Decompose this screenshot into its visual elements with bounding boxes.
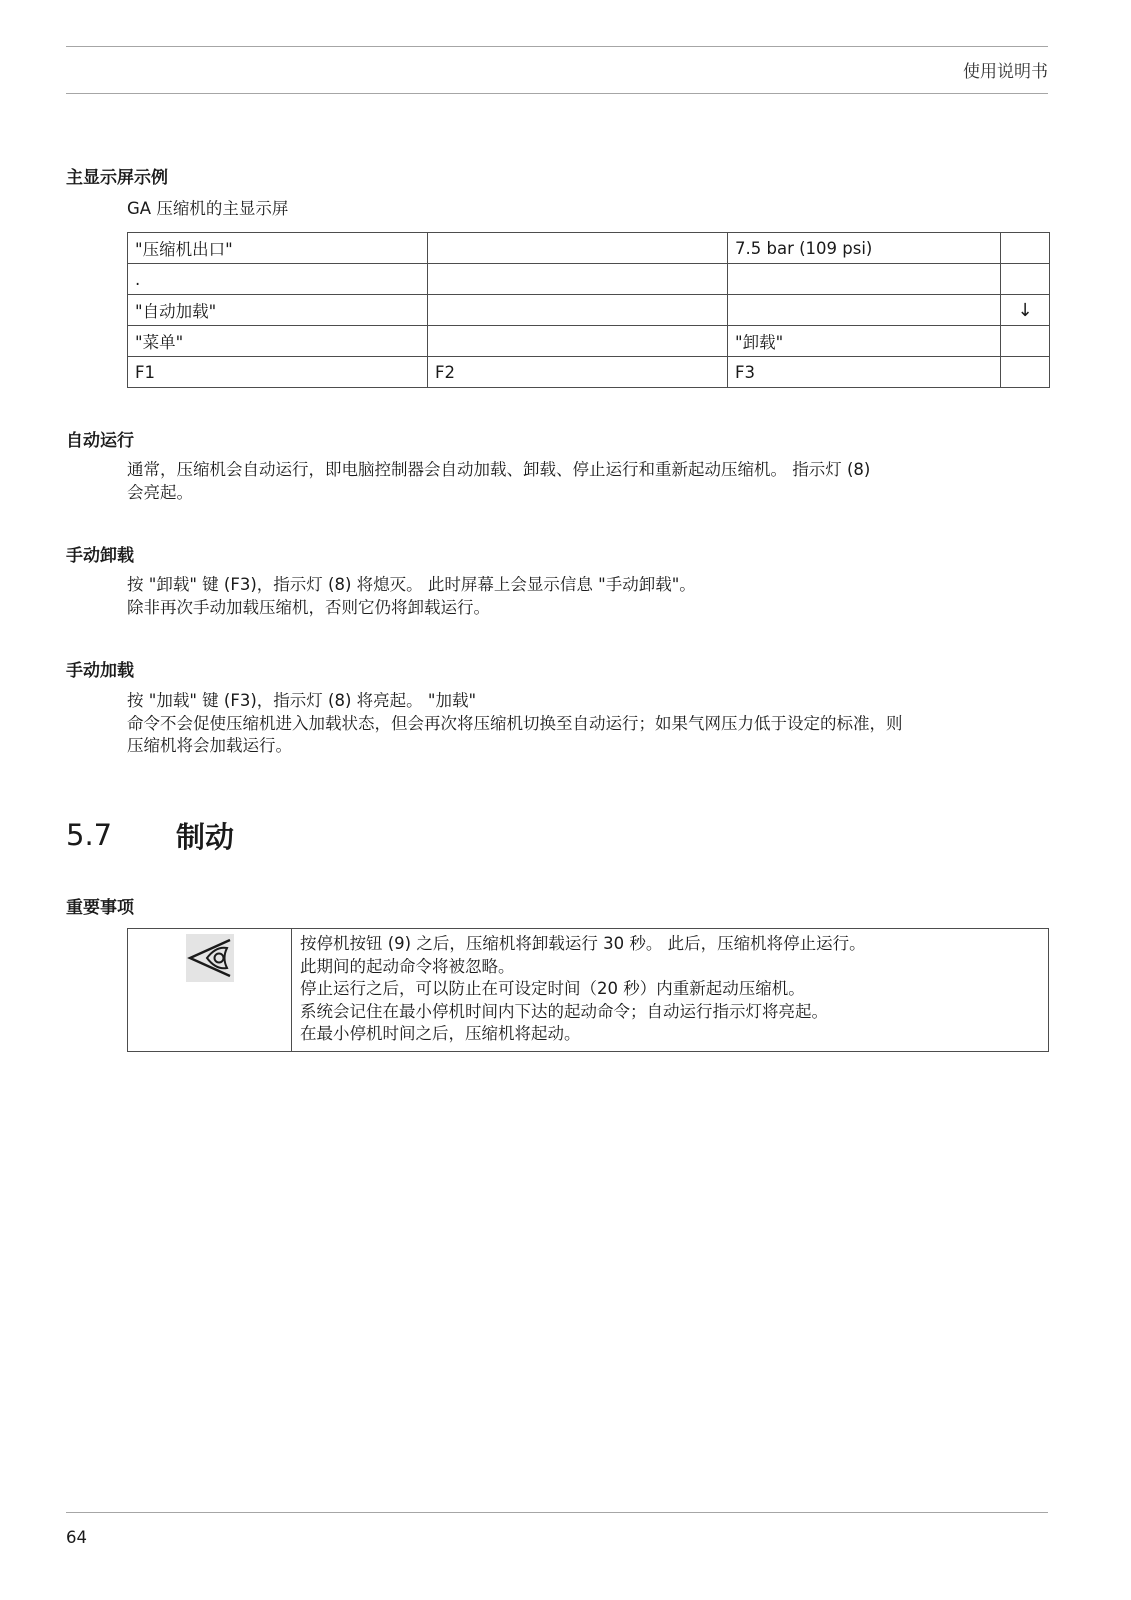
eye-in-triangle-icon <box>186 934 234 982</box>
manual-load-paragraph <box>127 690 1032 758</box>
main-display-intro: GA 压缩机的主显示屏 <box>127 199 289 218</box>
notice-line: 系统会记住在最小停机时间内下达的起动命令；自动运行指示灯将亮起。 <box>300 1001 828 1021</box>
footer-rule <box>66 1512 1048 1513</box>
table-row <box>128 326 1050 357</box>
table-row <box>128 295 1050 326</box>
important-heading: 重要事项 <box>66 898 134 918</box>
document-title: 使用说明书 <box>963 62 1048 82</box>
table-cell <box>428 295 728 326</box>
paragraph-line: 压缩机将会加载运行。 <box>127 736 292 755</box>
table-cell: 7.5 bar (109 psi) <box>728 233 1001 264</box>
table-cell: F1 <box>128 357 428 388</box>
notice-line: 在最小停机时间之后，压缩机将起动。 <box>300 1024 581 1043</box>
table-cell <box>1001 326 1050 357</box>
manual-unload-paragraph <box>127 574 1032 619</box>
table-row <box>128 357 1050 388</box>
table-cell: "卸载" <box>728 326 1001 357</box>
main-display-table <box>127 232 1050 388</box>
down-arrow-icon: ↓ <box>1001 295 1050 326</box>
table-cell: "压缩机出口" <box>128 233 428 264</box>
table-row <box>128 233 1050 264</box>
table-cell <box>1001 233 1050 264</box>
main-display-heading: 主显示屏示例 <box>66 168 168 188</box>
table-cell <box>428 233 728 264</box>
table-cell: F2 <box>428 357 728 388</box>
paragraph-line: 通常，压缩机会自动运行，即电脑控制器会自动加载、卸载、停止运行和重新起动压缩机。 指示灯 (8) <box>127 460 871 479</box>
auto-run-heading: 自动运行 <box>66 431 134 451</box>
auto-run-paragraph <box>127 459 1032 504</box>
table-cell: "自动加载" <box>128 295 428 326</box>
table-cell: "菜单" <box>128 326 428 357</box>
notice-text-cell <box>292 929 1049 1052</box>
table-cell <box>728 295 1001 326</box>
notice-icon-cell <box>128 929 292 1052</box>
notice-line: 此期间的起动命令将被忽略。 <box>300 956 515 976</box>
table-cell <box>428 264 728 295</box>
page-number: 64 <box>66 1528 87 1547</box>
paragraph-line: 按 "卸载" 键 (F3)，指示灯 (8) 将熄灭。 此时屏幕上会显示信息 "手动卸载"。 <box>127 575 696 594</box>
table-cell: F3 <box>728 357 1001 388</box>
header-bottom-rule <box>66 93 1048 94</box>
manual-unload-heading: 手动卸载 <box>66 546 134 566</box>
paragraph-line: 命令不会促使压缩机进入加载状态，但会再次将压缩机切换至自动运行；如果气网压力低于设定的标准，则 <box>127 713 903 733</box>
paragraph-line: 除非再次手动加载压缩机，否则它仍将卸载运行。 <box>127 597 490 617</box>
notice-line: 停止运行之后，可以防止在可设定时间（20 秒）内重新起动压缩机。 <box>300 979 805 998</box>
manual-load-heading: 手动加载 <box>66 661 134 681</box>
section-title: 制动 <box>176 820 235 854</box>
important-notice-box <box>127 928 1049 1052</box>
table-cell <box>1001 357 1050 388</box>
section-number: 5.7 <box>66 818 113 852</box>
header-top-rule <box>66 46 1048 47</box>
table-cell <box>728 264 1001 295</box>
table-cell <box>428 326 728 357</box>
paragraph-line: 按 "加载" 键 (F3)，指示灯 (8) 将亮起。 "加载" <box>127 691 477 710</box>
table-cell <box>1001 264 1050 295</box>
notice-line: 按停机按钮 (9) 之后，压缩机将卸载运行 30 秒。 此后，压缩机将停止运行。 <box>300 934 866 953</box>
table-cell: . <box>128 264 428 295</box>
table-row <box>128 264 1050 295</box>
paragraph-line: 会亮起。 <box>127 482 193 502</box>
